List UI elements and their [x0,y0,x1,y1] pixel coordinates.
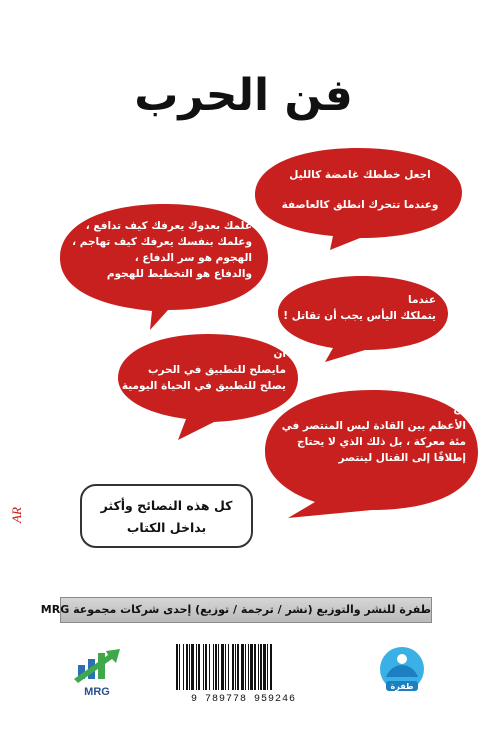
barcode-bar [260,644,262,690]
svg-text:AR: AR [9,507,24,523]
barcode-bar [221,644,224,690]
barcode-bar [203,644,204,690]
barcode-bar [270,644,272,690]
bubble-2-line: والدفاع هو التخطيط للهجوم [106,268,252,280]
bubble-4-line: مايصلح للتطبيق في الحرب [147,364,286,376]
barcode-bar [191,644,194,690]
barcode-bar [232,644,234,690]
bubble-5-line: مئة معركة ، بل ذلك الذي لا يحتاج [297,436,466,448]
isbn-number: 9 789778 959246 [190,694,296,705]
summary-box [80,484,253,548]
barcode-bar [235,644,236,690]
barcode-bar [218,644,219,690]
bubble-3-text [283,292,436,324]
barcode-bar [215,644,217,690]
barcode-bar [228,644,229,690]
mrg-logo-text: MRG [84,686,110,698]
barcode-bar [267,644,268,690]
barcode-bar [183,644,184,690]
barcode-bar [209,644,210,690]
side-logo-icon [6,490,26,540]
bubble-2-line: وعلمك بنفسك يعرفك كيف تهاجم ، [72,236,252,248]
barcode-bar [237,644,239,690]
barcode-bar [254,644,256,690]
bubble-5-line: الأعظم بين القادة ليس المنتصر في [281,420,466,432]
barcode-bars [172,644,315,692]
bubble-1-line: اجعل خططك غامضة كالليل [289,169,431,181]
barcode-bar [179,644,180,690]
barcode-bar [189,644,190,690]
barcode-bar [241,644,244,690]
tafra-logo-text: طفرة [390,682,414,691]
mrg-logo-icon [66,643,128,701]
bubble-5-line: إطلاقًا إلى القتال لينتصر [338,452,466,464]
publisher-bar: طفرة للنشر والتوزيع (نشر / ترجمة / توزيع) إحدى شركات مجموعة MRG [60,597,432,623]
barcode-bar [205,644,207,690]
bubble-2-line: الهجوم هو سر الدفاع ، [134,252,252,264]
bubble-5-line: إن [453,404,466,416]
bubble-4-line: يصلح للتطبيق في الحياة اليومية [121,380,286,392]
book-title: فن الحرب [134,70,353,121]
barcode-bar [248,644,249,690]
barcode-bar [198,644,200,690]
bubble-4-text [121,346,286,394]
barcode-bar [176,644,178,690]
summary-line-1: كل هذه النصائح وأكثر [100,498,233,513]
bubble-2-text [72,218,252,282]
barcode-bar [213,644,214,690]
barcode-bar [263,644,266,690]
tafra-logo-icon [372,643,432,701]
barcode-bar [258,644,259,690]
bubble-4-line: ان [273,348,286,360]
barcode-bar [245,644,246,690]
summary-line-2: بداخل الكتاب [126,520,207,535]
barcode-bar [225,644,226,690]
barcode-bar [196,644,197,690]
bubble-1-text [272,167,448,213]
bubble-1-line: وعندما تتحرك انطلق كالعاصفة [281,199,439,211]
barcode-bar [250,644,253,690]
bubble-5-text [276,402,466,466]
bubble-3-line: يتملكك اليأس يجب أن تقاتل ! [283,310,436,322]
bubble-2-line: علمك بعدوك يعرفك كيف تدافع ، [85,220,252,232]
barcode-bar [186,644,188,690]
bubble-3-line: عندما [408,294,436,306]
